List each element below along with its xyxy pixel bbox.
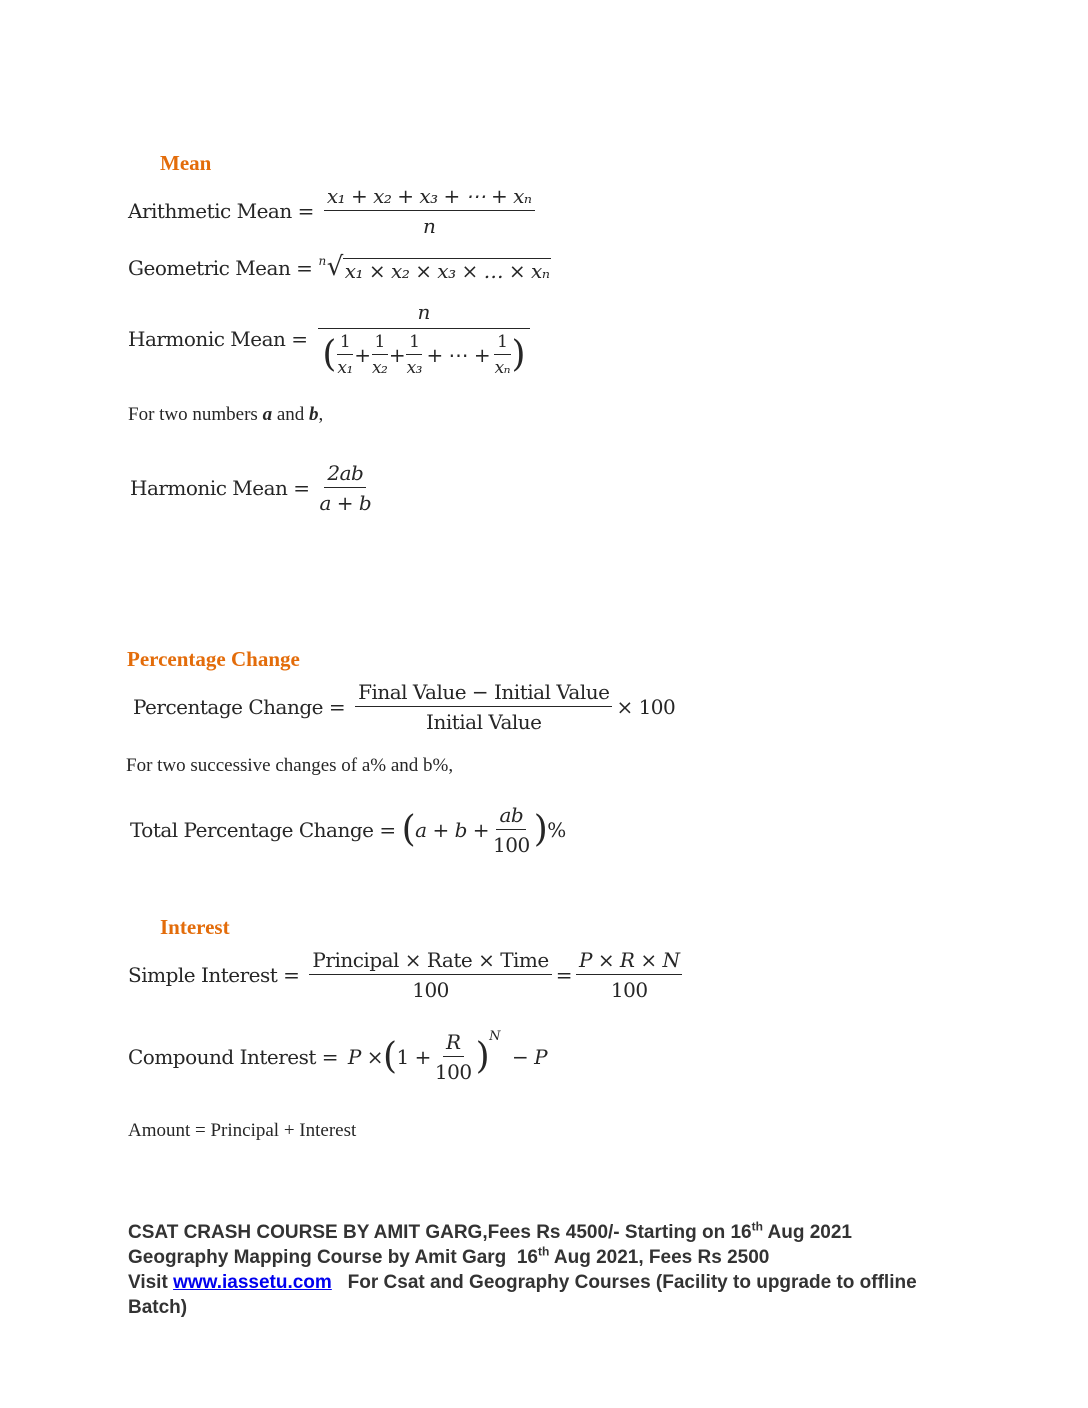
root-index: n (318, 254, 326, 269)
fraction (320, 461, 372, 515)
text: Visit (128, 1272, 174, 1293)
percentage-change-formula (133, 680, 675, 734)
heading-interest: Interest (160, 915, 230, 939)
one: 1 (494, 332, 510, 355)
label: Percentage Change = (133, 695, 346, 719)
text: CSAT CRASH COURSE BY AMIT GARG,Fees Rs 4500/- Starting on 16 (128, 1222, 752, 1243)
numerator: R (443, 1030, 464, 1057)
arithmetic-mean-formula (128, 184, 539, 238)
open-paren: ( (322, 334, 336, 375)
amount-text: Amount = Principal + Interest (128, 1120, 357, 1141)
close-paren: ) (475, 1035, 490, 1077)
two-numbers-text (128, 404, 323, 426)
label: Arithmetic Mean = (128, 199, 314, 223)
open-paren: ( (401, 808, 416, 850)
numerator: P × R × N (576, 948, 682, 975)
denominator: n (423, 214, 436, 238)
superscript: th (751, 1219, 763, 1234)
exponent: N (489, 1029, 500, 1044)
footer-line-2 (128, 1245, 928, 1270)
term-den: x₃ (406, 358, 422, 379)
label: Harmonic Mean = (130, 476, 310, 500)
close-paren: ) (533, 808, 548, 850)
numerator: x₁ + x₂ + x₃ + ⋯ + xₙ (324, 184, 535, 211)
fraction (324, 184, 535, 238)
geometric-mean-formula (128, 252, 551, 283)
plus: + (388, 343, 406, 368)
label: Geometric Mean = (128, 255, 313, 280)
denominator (322, 329, 525, 379)
radical-icon: √ (326, 252, 343, 282)
numerator: n (318, 300, 530, 329)
heading-mean: Mean (160, 151, 212, 175)
label: Simple Interest = (128, 963, 300, 987)
text: Geography Mapping Course by Amit Garg 16 (128, 1247, 538, 1268)
term (494, 332, 510, 378)
text: Aug 2021 (762, 1222, 852, 1243)
times-100: × 100 (616, 695, 676, 719)
one-plus: 1 + (396, 1045, 431, 1069)
one: 1 (406, 332, 422, 355)
term (406, 332, 422, 378)
a-plus-b: a + b + (415, 818, 489, 842)
term-den: xₙ (494, 358, 511, 379)
close-paren: ) (511, 334, 526, 375)
denominator: Initial Value (426, 710, 542, 734)
text: and (272, 404, 310, 425)
numerator: Final Value − Initial Value (355, 680, 612, 707)
percent: % (547, 818, 566, 842)
one: 1 (337, 332, 353, 355)
numerator: Principal × Rate × Time (309, 948, 551, 975)
p-times: P × (347, 1045, 383, 1069)
fraction (355, 680, 612, 734)
radicand: x₁ × x₂ × x₃ × … × xₙ (344, 259, 550, 284)
denominator: a + b (319, 491, 372, 515)
harmonic-mean-formula (128, 300, 534, 379)
nth-root (318, 252, 551, 283)
denominator: 100 (493, 833, 530, 857)
successive-changes-text: For two successive changes of a% and b%, (126, 755, 454, 776)
term-den: x₂ (371, 358, 388, 379)
var-a: a (262, 404, 273, 425)
text: For Csat and Geography Courses (Facility to upgrade to offline Batch) (128, 1272, 922, 1318)
dots: + ⋯ + (426, 343, 491, 368)
term-den: x₁ (337, 358, 353, 379)
fraction (576, 948, 682, 1002)
numerator: 2ab (324, 461, 366, 488)
term (337, 332, 353, 378)
compound-interest-formula (128, 1030, 547, 1084)
denominator: 100 (412, 978, 449, 1002)
simple-interest-formula (128, 948, 686, 1002)
website-link[interactable]: www.iassetu.com (173, 1272, 332, 1293)
fraction (435, 1030, 472, 1084)
total-percentage-change-formula (130, 803, 566, 857)
var-b: b (309, 404, 319, 425)
open-paren: ( (382, 1035, 397, 1077)
minus-p: − P (511, 1045, 548, 1069)
plus: + (354, 343, 371, 368)
equals: = (555, 963, 572, 987)
superscript: th (537, 1244, 550, 1259)
harmonic-mean-two-formula (130, 461, 375, 515)
denominator: 100 (610, 978, 648, 1002)
text: , (318, 404, 324, 425)
term (372, 332, 388, 378)
fraction (318, 300, 530, 379)
heading-percentage-change: Percentage Change (127, 647, 300, 671)
one: 1 (372, 332, 388, 355)
label: Compound Interest = (128, 1045, 344, 1069)
text: Aug 2021, Fees Rs 2500 (549, 1247, 770, 1268)
numerator: ab (496, 803, 526, 830)
label: Harmonic Mean = (128, 327, 308, 352)
footer-ad (128, 1220, 928, 1320)
fraction (309, 948, 551, 1002)
footer-line-3 (128, 1270, 928, 1320)
footer-line-1 (128, 1220, 928, 1245)
denominator: 100 (434, 1060, 472, 1084)
fraction (493, 803, 530, 857)
text: For two numbers (128, 404, 263, 425)
label: Total Percentage Change = (130, 818, 396, 842)
